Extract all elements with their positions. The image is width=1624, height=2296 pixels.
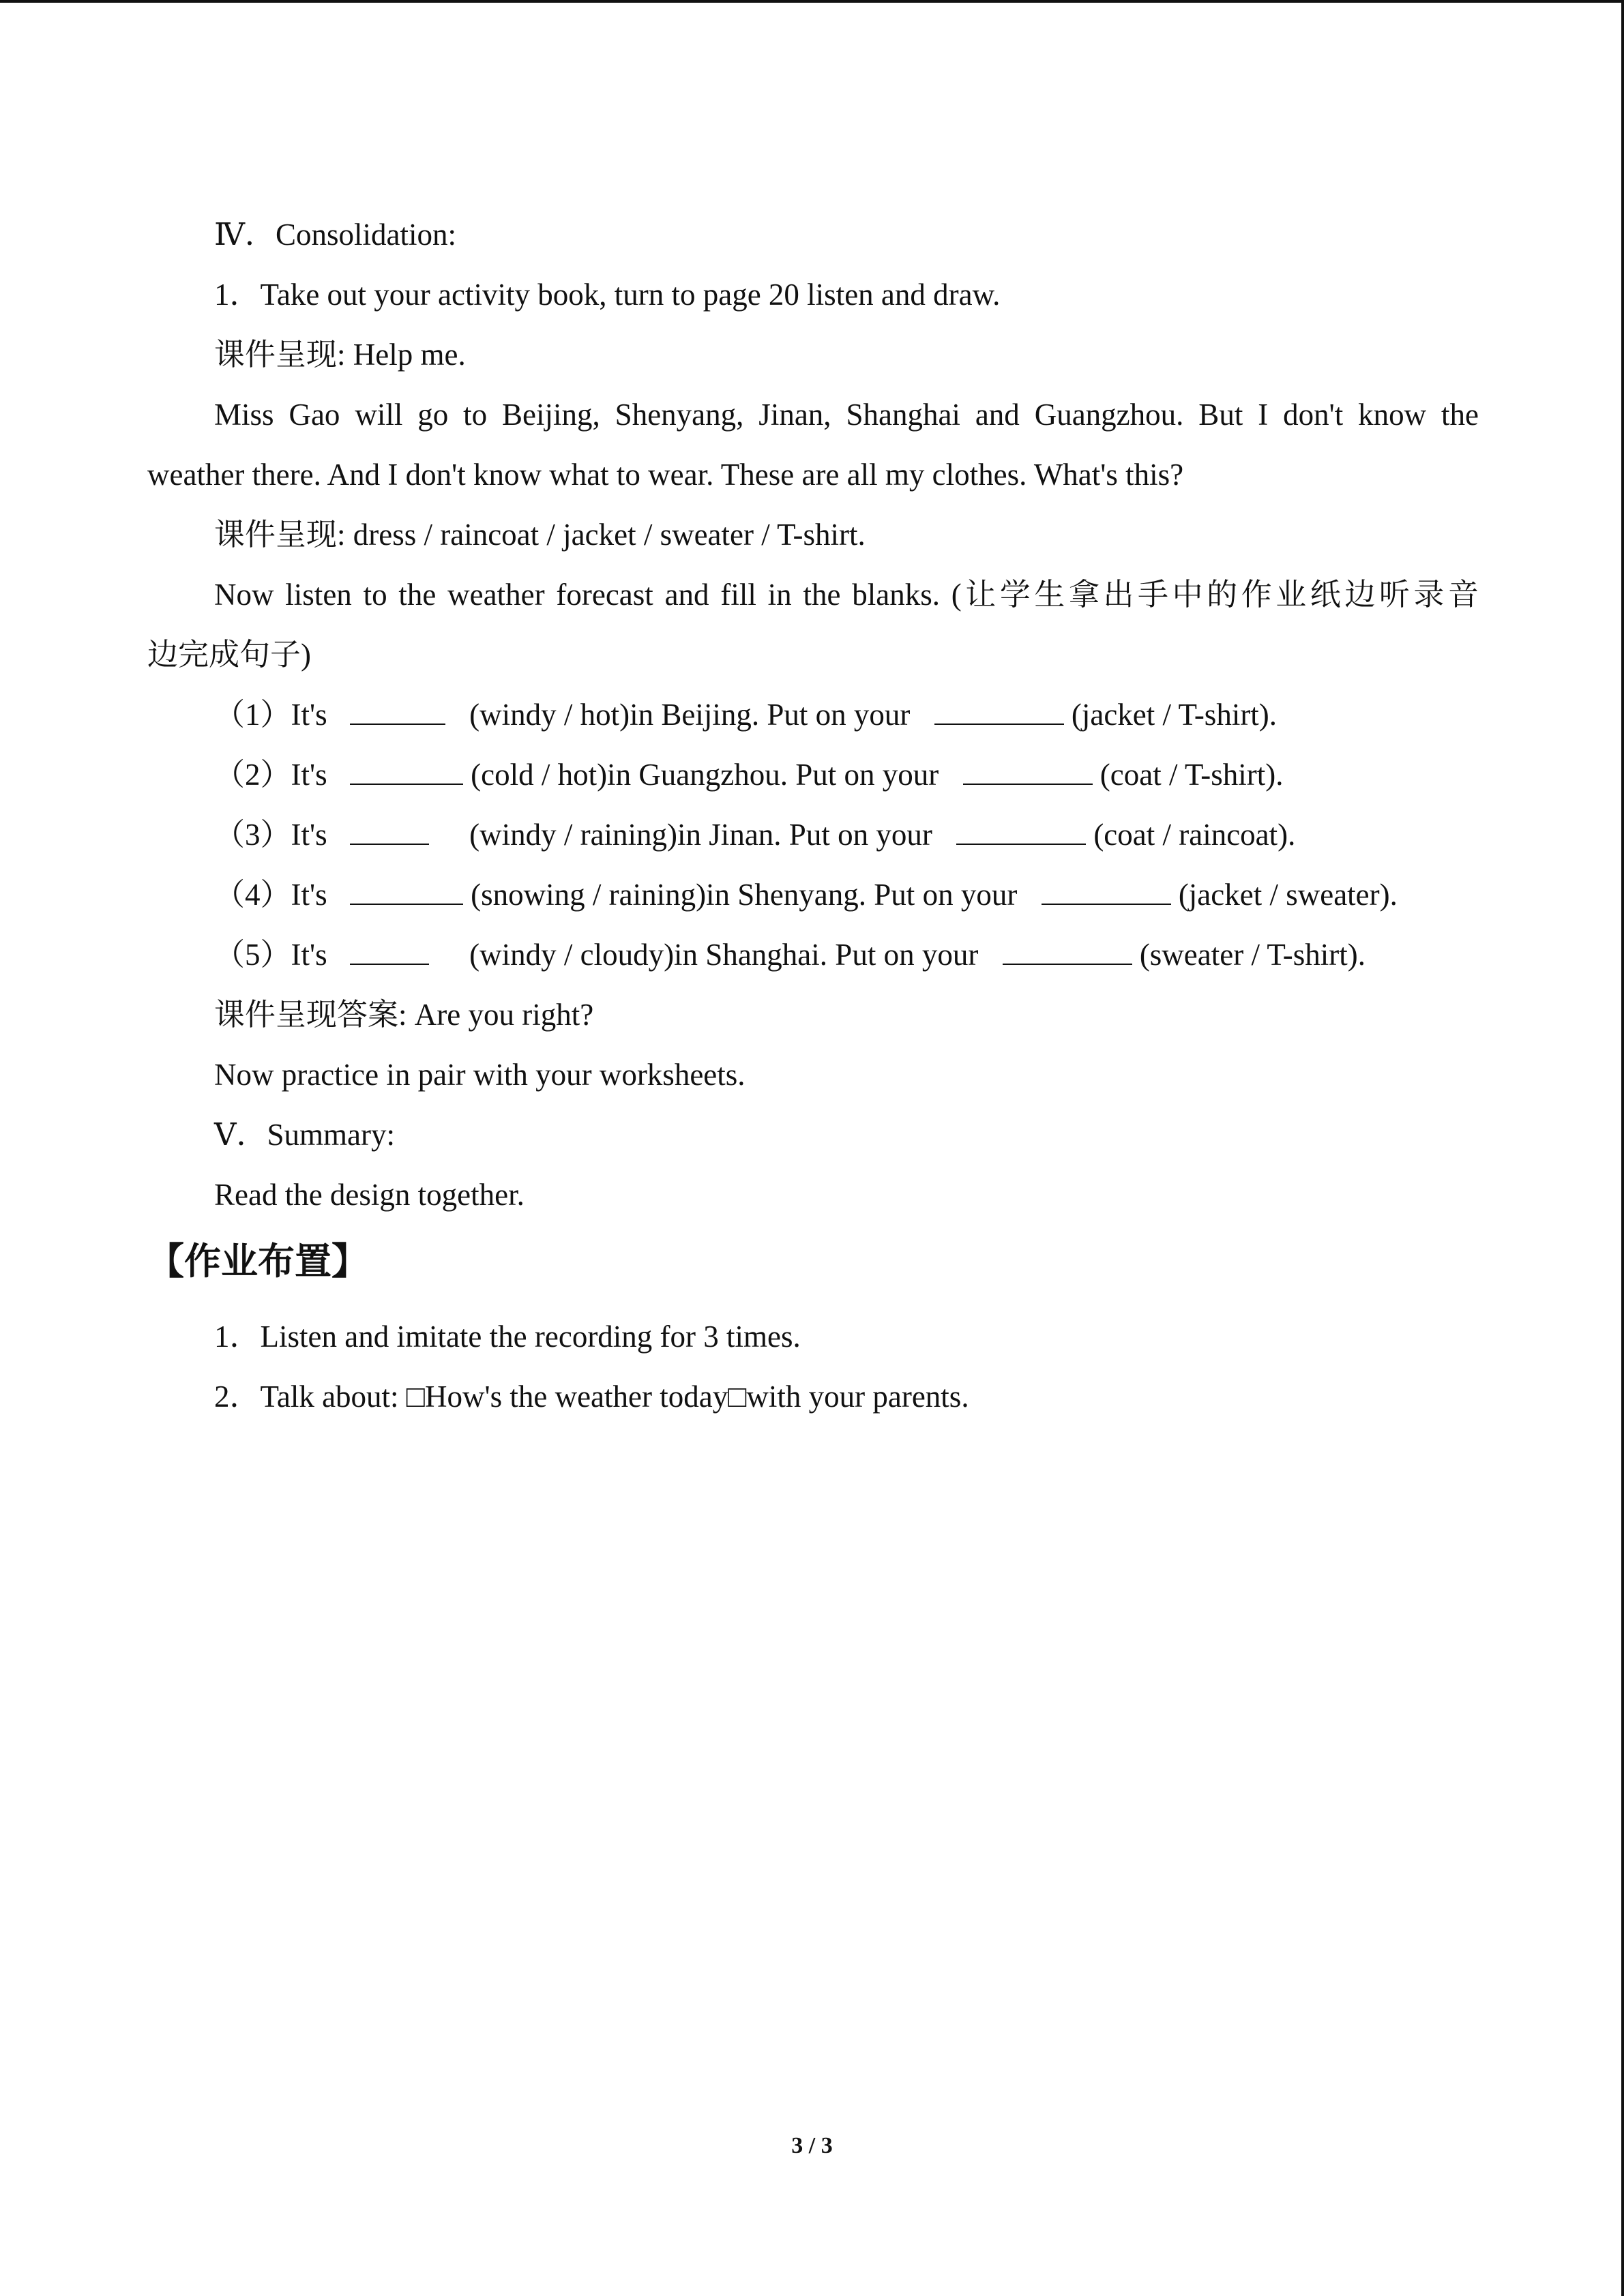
exercise-choice: (windy / raining)in Jinan. Put on your (469, 818, 932, 852)
practice-line: Now practice in pair with your worksheets. (214, 1058, 745, 1092)
answer-blank[interactable] (350, 815, 429, 845)
answer-blank[interactable] (1003, 935, 1132, 965)
exercise-choice: (windy / hot)in Beijing. Put on your (469, 698, 911, 732)
answer-blank[interactable] (350, 875, 463, 905)
answer-blank[interactable] (956, 815, 1086, 845)
read-design-line: Read the design together. (214, 1178, 525, 1212)
page-border-top (0, 0, 1624, 3)
answer-blank[interactable] (350, 695, 445, 725)
exercise-row-2 (147, 745, 1479, 805)
exercise-number: （5）It's (214, 938, 327, 972)
answer-blank[interactable] (963, 755, 1093, 785)
exercise-number: （2）It's (214, 758, 327, 792)
exercise-clothes: (coat / T-shirt). (1099, 758, 1284, 792)
paragraph-line-2: weather there. And I don't know what to wear. These are all my clothes. What's this? (147, 458, 1184, 492)
exercise-clothes: (sweater / T-shirt). (1139, 938, 1365, 972)
exercise-choice: (cold / hot)in Guangzhou. Put on your (471, 758, 939, 792)
exercise-row-4 (147, 865, 1479, 925)
answer-blank[interactable] (350, 935, 429, 965)
exercise-row-1 (147, 685, 1479, 745)
homework-item-2: 2．Talk about: □How's the weather today□with your parents. (214, 1380, 969, 1414)
courseware-answers-line: 课件呈现答案: Are you right? (214, 998, 594, 1032)
exercise-choice: (windy / cloudy)in Shanghai. Put on your (469, 938, 979, 972)
answer-blank[interactable] (934, 695, 1064, 725)
answer-blank[interactable] (1042, 875, 1171, 905)
exercise-clothes: (coat / raincoat). (1093, 818, 1296, 852)
document-body (147, 205, 1479, 1427)
exercise-row-5 (147, 925, 1479, 985)
answer-blank[interactable] (350, 755, 463, 785)
listen-instruction-line-1: Now listen to the weather forecast and fill in the blanks. (让学生拿出手中的作业纸边听录音 (214, 578, 1479, 612)
exercise-row-3 (147, 805, 1479, 865)
page-border-right (1621, 0, 1624, 2296)
paragraph-line-1: Miss Gao will go to Beijing, Shenyang, Jinan, Shanghai and Guangzhou. But I don't know the (214, 398, 1479, 432)
exercise-clothes: (jacket / T-shirt). (1071, 698, 1278, 732)
instruction-item-1: 1．Take out your activity book, turn to page 20 listen and draw. (214, 278, 1001, 312)
courseware-help-line: 课件呈现: Help me. (214, 338, 466, 372)
section-heading-summary: Ⅴ．Summary: (214, 1118, 395, 1152)
page-number: 3 / 3 (791, 2133, 833, 2158)
courseware-clothes-line: 课件呈现: dress / raincoat / jacket / sweater / T-shirt. (214, 518, 866, 552)
homework-item-1: 1．Listen and imitate the recording for 3 times. (214, 1320, 801, 1354)
exercise-number: （4）It's (214, 878, 327, 912)
exercise-clothes: (jacket / sweater). (1178, 878, 1398, 912)
section-heading-consolidation: Ⅳ．Consolidation: (214, 218, 456, 252)
listen-instruction-line-2: 边完成句子) (147, 638, 311, 672)
exercise-number: （1）It's (214, 698, 327, 732)
exercise-choice: (snowing / raining)in Shenyang. Put on your (471, 878, 1018, 912)
exercise-number: （3）It's (214, 818, 327, 852)
homework-heading: 【作业布置】 (147, 1240, 368, 1283)
